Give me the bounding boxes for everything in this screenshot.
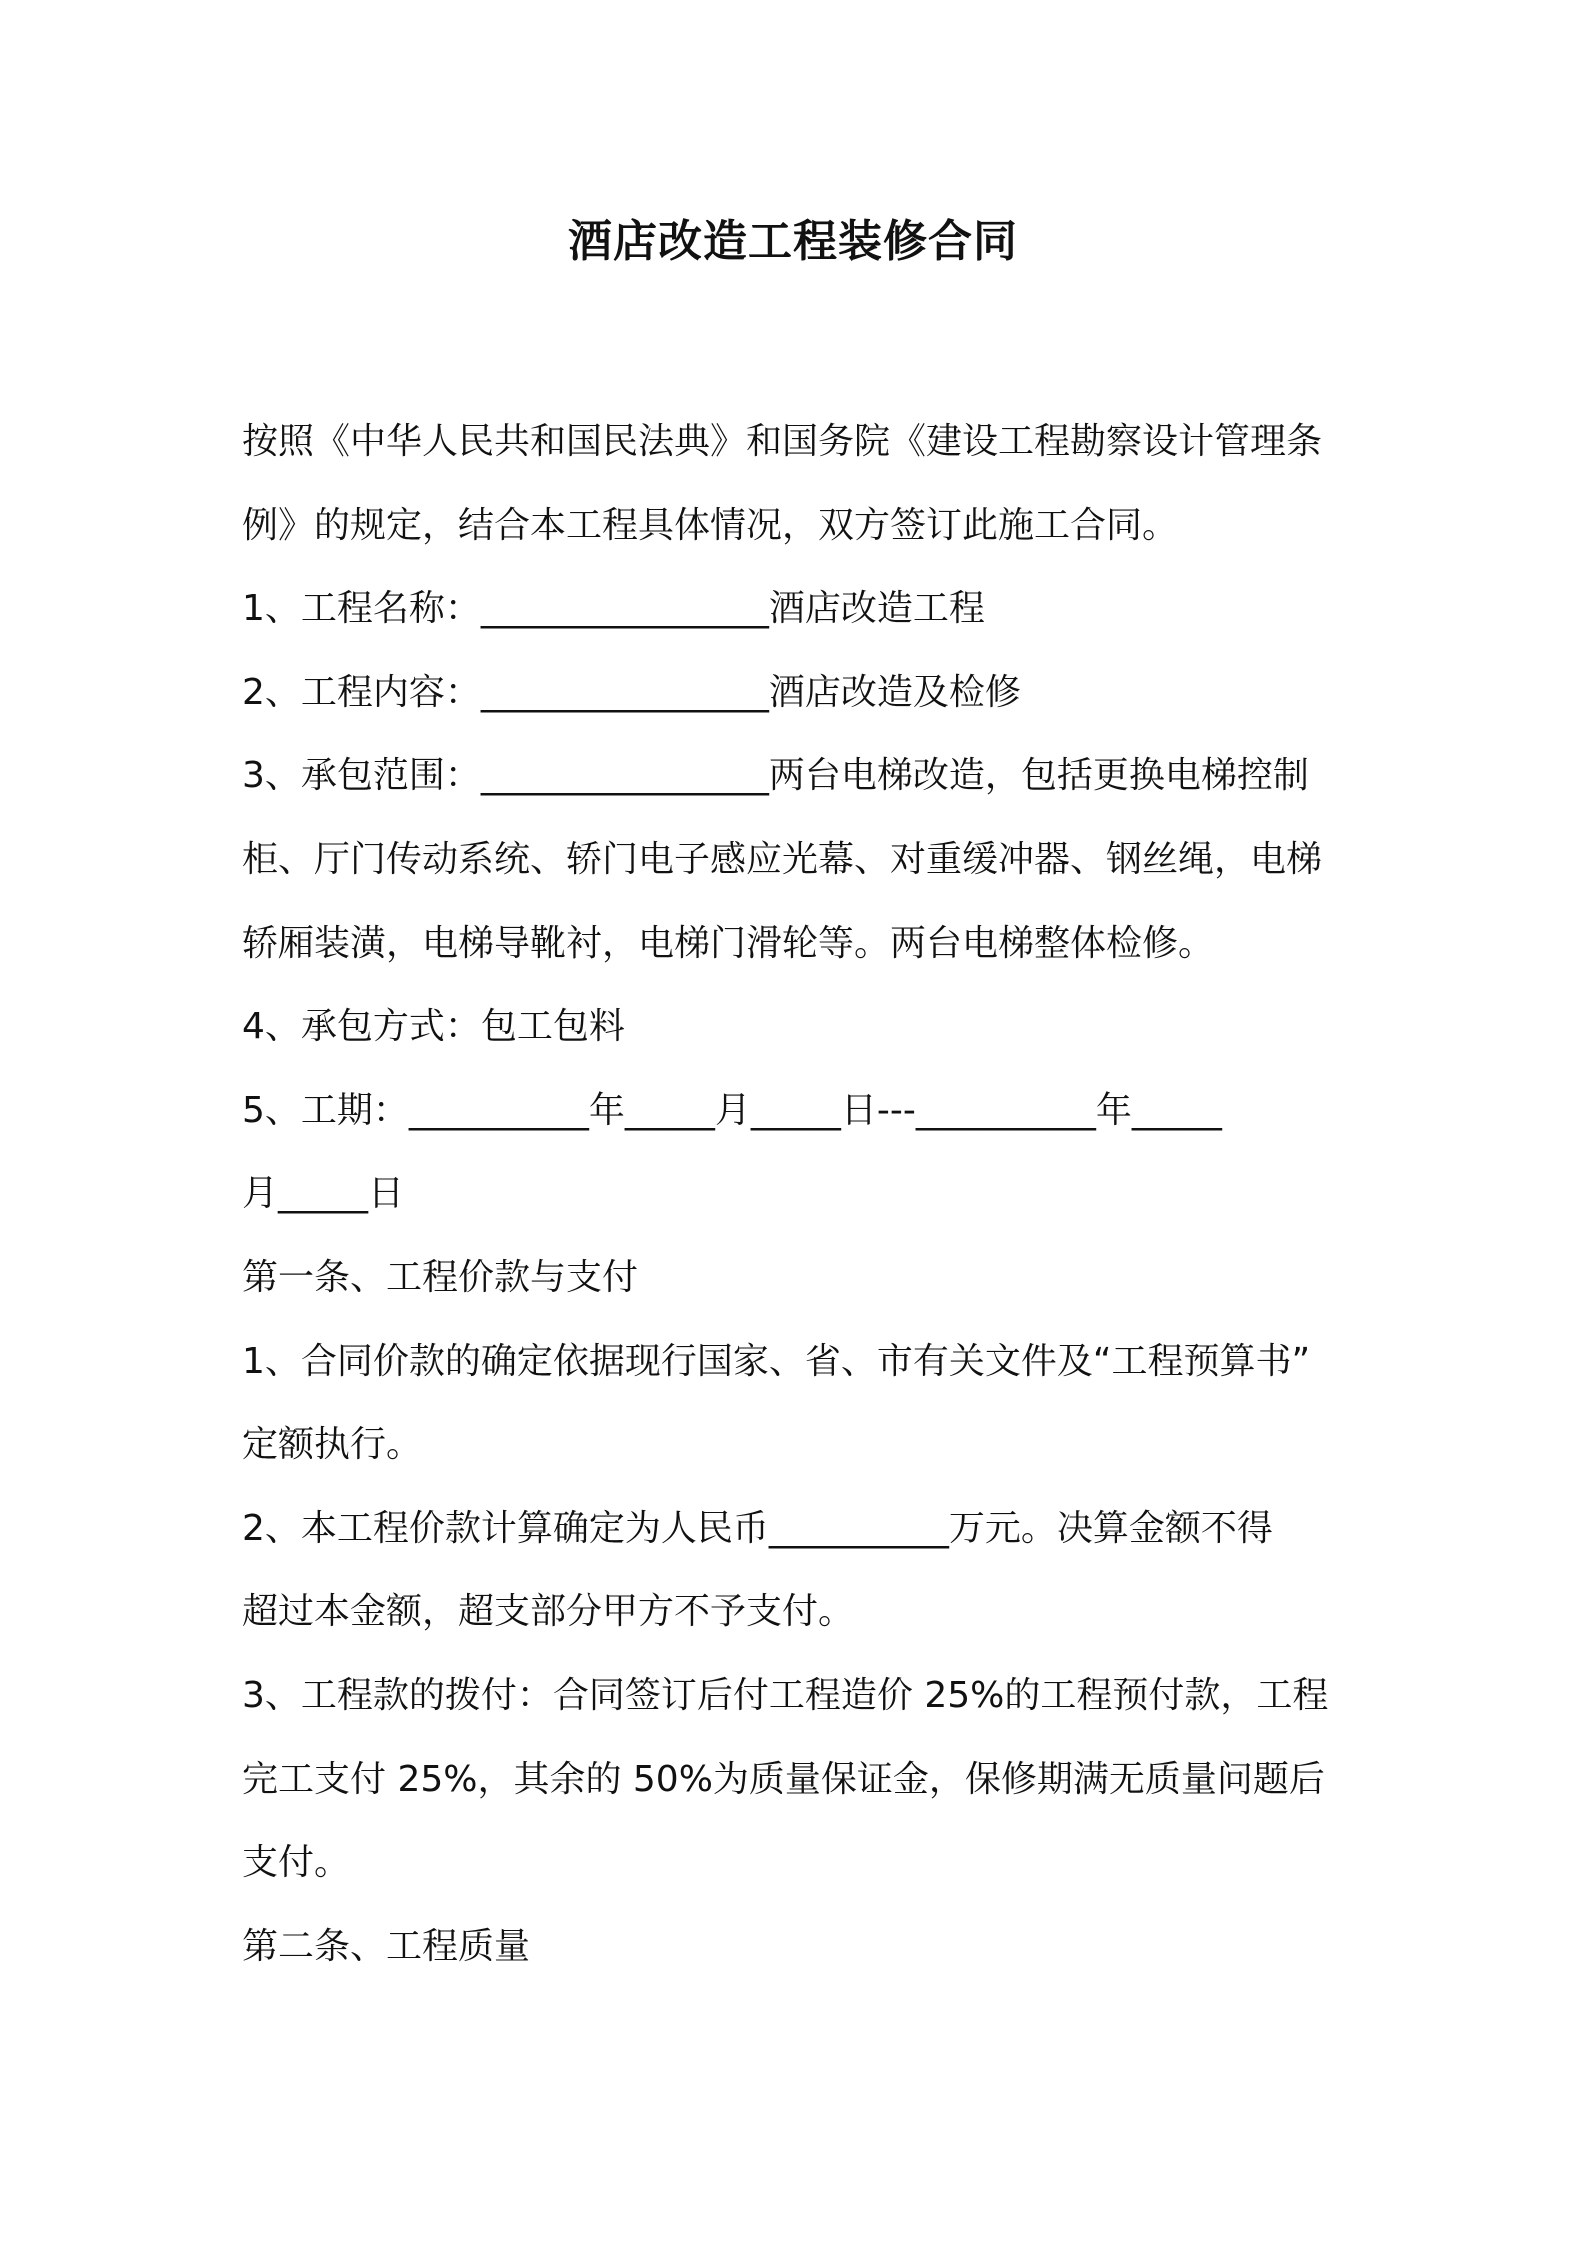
contract-scope-line-1: 3、承包范围：________________两台电梯改造，包括更换电梯控制 — [242, 755, 1309, 797]
intro-line-1: 按照《中华人民共和国民法典》和国务院《建设工程勘察设计管理条 — [242, 421, 1323, 462]
duration-line-1: 5、工期：__________年_____月_____日---__________年_____ — [242, 1089, 1222, 1131]
payment-terms-line-1: 3、工程款的拨付：合同签订后付工程造价 25%的工程预付款，工程 — [242, 1674, 1329, 1716]
price-amount-line-2: 超过本金额，超支部分甲方不予支付。 — [242, 1591, 855, 1633]
price-basis-line-1: 1、合同价款的确定依据现行国家、省、市有关文件及“工程预算书” — [242, 1340, 1311, 1382]
contract-method-line: 4、承包方式：包工包料 — [242, 1006, 625, 1048]
payment-terms-line-2: 完工支付 25%，其余的 50%为质量保证金，保修期满无质量问题后 — [242, 1758, 1325, 1800]
duration-line-2: 月_____日 — [242, 1173, 405, 1215]
payment-terms-line-3: 支付。 — [242, 1842, 351, 1884]
article-two-heading: 第二条、工程质量 — [242, 1925, 531, 1967]
contract-scope-line-3: 轿厢装潢，电梯导靴衬，电梯门滑轮等。两台电梯整体检修。 — [242, 922, 1215, 964]
intro-line-2: 例》的规定，结合本工程具体情况，双方签订此施工合同。 — [242, 504, 1179, 546]
contract-body — [242, 400, 1362, 1988]
project-content-line: 2、工程内容：________________酒店改造及检修 — [242, 671, 1021, 713]
price-basis-line-2: 定额执行。 — [242, 1424, 423, 1466]
document-title: 酒店改造工程装修合同 — [568, 216, 1018, 267]
project-name-line: 1、工程名称：________________酒店改造工程 — [242, 588, 985, 630]
price-amount-line-1: 2、本工程价款计算确定为人民币__________万元。决算金额不得 — [242, 1507, 1273, 1549]
article-one-heading: 第一条、工程价款与支付 — [242, 1256, 639, 1298]
contract-scope-line-2: 柜、厅门传动系统、轿门电子感应光幕、对重缓冲器、钢丝绳，电梯 — [242, 838, 1323, 880]
